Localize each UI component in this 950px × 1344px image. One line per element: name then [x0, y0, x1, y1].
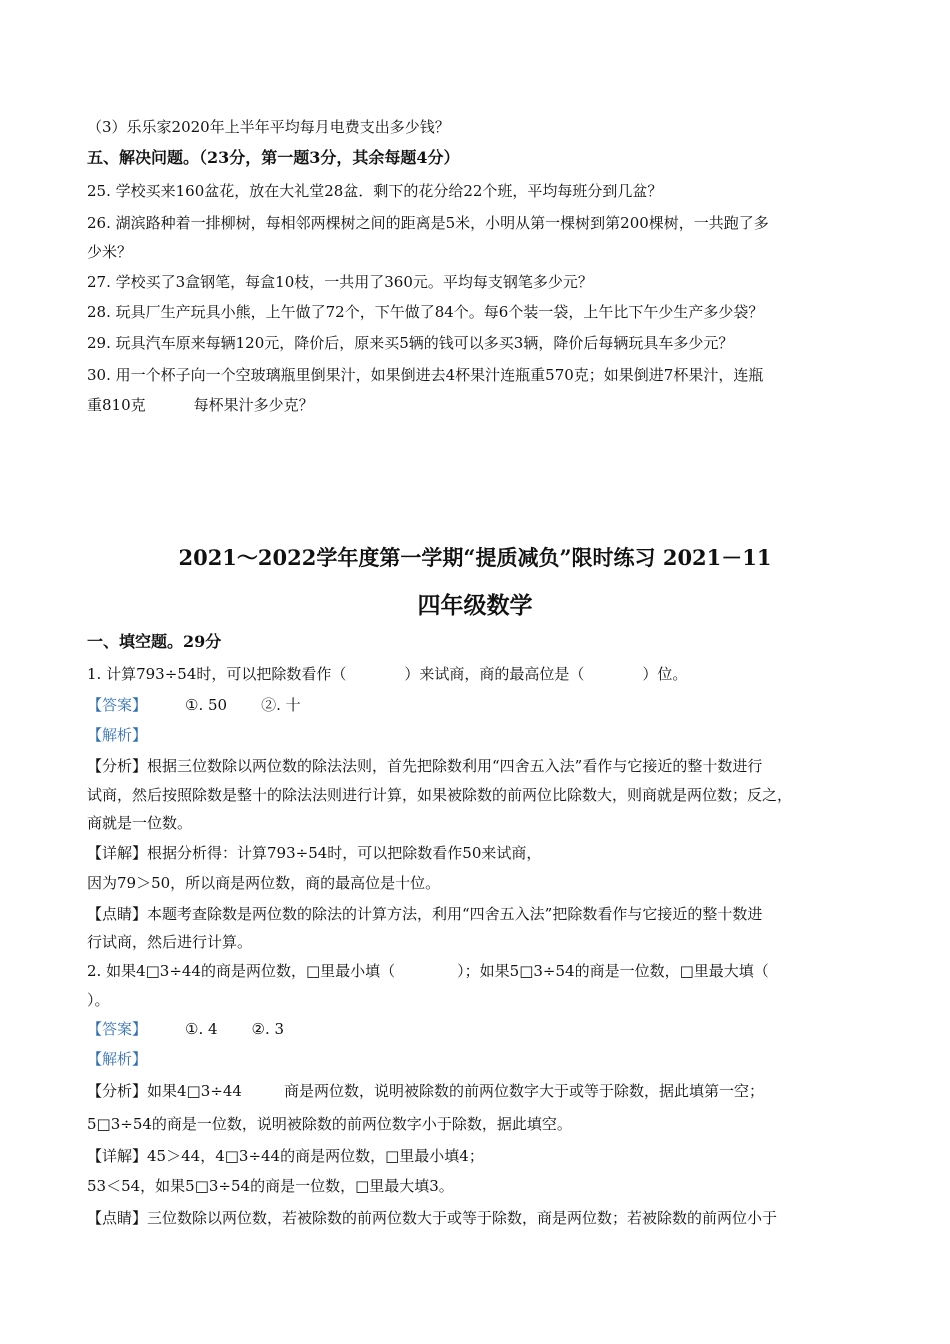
- q2-answer-2: ②. 3: [251, 1020, 285, 1038]
- q1-dianjing-line1: [87, 904, 762, 924]
- question-29: 29. 玩具汽车原来每辆120元，降价后，原来买5辆的钱可以多买3辆，降价后每辆玩具车多少元？: [87, 334, 734, 352]
- q1-xiangjie-line1: [87, 843, 541, 863]
- q1-dianjing-line2: 行试商，然后进行计算。: [87, 933, 253, 951]
- q2-fenxi-line1: [87, 1081, 764, 1101]
- answer-tag: 【答案】: [87, 696, 148, 714]
- section-1-heading: 一、填空题。29分: [87, 632, 222, 651]
- q2-answer-row: [87, 1019, 284, 1039]
- question-27: 27. 学校买了3盒钢笔，每盒10枝，一共用了360元。平均每支钢笔多少元？: [87, 273, 593, 291]
- q2-dianjing-line1: [87, 1208, 777, 1228]
- question-1: [87, 664, 687, 684]
- q1-answer-2: ②. 十: [261, 696, 301, 714]
- question-1-part-a: 1. 计算793÷54时，可以把除数看作（: [87, 665, 347, 683]
- jiexi-tag: 【解析】: [87, 726, 148, 744]
- fenxi-tag: 【分析】: [87, 1082, 148, 1100]
- q1-answer-1: ①. 50: [185, 696, 228, 714]
- answer-tag: 【答案】: [87, 1020, 148, 1038]
- section-5-heading: 五、解决问题。（23分，第一题3分，其余每题4分）: [87, 148, 460, 167]
- question-26-line1: 26. 湖滨路种着一排柳树，每相邻两棵树之间的距离是5米，小明从第一棵树到第200棵树，一共跑了多: [87, 214, 769, 232]
- question-1-part-c: ）位。: [642, 665, 688, 683]
- q2-xiangjie-line1: [87, 1146, 484, 1166]
- question-30-line2: [87, 395, 314, 415]
- jiexi-tag: 【解析】: [87, 1050, 148, 1068]
- xiangjie-tag: 【详解】: [87, 844, 148, 862]
- q1-answer-row: [87, 695, 301, 715]
- question-1-part-b: ）来试商，商的最高位是（: [404, 665, 585, 683]
- question-2-part-a: 2. 如果4□3÷44的商是两位数，□里最小填（: [87, 962, 396, 980]
- q2-answer-1: ①. 4: [185, 1020, 218, 1038]
- q2-fenxi-line2: 5□3÷54的商是一位数，说明被除数的前两位数字小于除数，据此填空。: [87, 1115, 572, 1133]
- question-30-line2-b: 每杯果汁多少克？: [193, 396, 314, 414]
- q2-dianjing-text1: 三位数除以两位数，若被除数的前两位数大于或等于除数，商是两位数；若被除数的前两位小于: [147, 1209, 778, 1227]
- q1-fenxi-text1: 根据三位数除以两位数的除法法则，首先把除数利用“四舍五入法”看作与它接近的整十数进行: [147, 757, 763, 775]
- q1-xiangjie-line2: 因为79＞50，所以商是两位数，商的最高位是十位。: [87, 874, 441, 892]
- question-25: 25. 学校买来160盆花，放在大礼堂28盆．剩下的花分给22个班，平均每班分到几盆？: [87, 182, 663, 200]
- q2-fenxi-text1b: 商是两位数，说明被除数的前两位数字大于或等于除数，据此填第一空；: [283, 1082, 764, 1100]
- dianjing-tag: 【点睛】: [87, 1209, 148, 1227]
- question-3: （3）乐乐家2020年上半年平均每月电费支出多少钱？: [87, 118, 450, 136]
- question-28: 28. 玩具厂生产玩具小熊，上午做了72个，下午做了84个。每6个装一袋，上午比下午少生产多少袋？: [87, 303, 764, 321]
- exam-title: 2021～2022学年度第一学期“提质减负”限时练习 2021－11: [178, 545, 772, 570]
- q2-xiangjie-line2: 53＜54，如果5□3÷54的商是一位数，□里最大填3。: [87, 1177, 454, 1195]
- dianjing-tag: 【点睛】: [87, 905, 148, 923]
- q2-xiangjie-text1: 45＞44，4□3÷44的商是两位数，□里最小填4；: [147, 1147, 484, 1165]
- exam-subtitle: 四年级数学: [417, 592, 533, 619]
- question-2-line1: [87, 961, 769, 981]
- q2-fenxi-text1a: 如果4□3÷44: [147, 1082, 242, 1100]
- question-30-line1: 30. 用一个杯子向一个空玻璃瓶里倒果汁，如果倒进去4杯果汁连瓶重570克；如果倒进7杯果汁，连瓶: [87, 366, 764, 384]
- fenxi-tag: 【分析】: [87, 757, 148, 775]
- xiangjie-tag: 【详解】: [87, 1147, 148, 1165]
- q1-fenxi-line1: [87, 756, 762, 776]
- question-2-part-b: ）；如果5□3÷54的商是一位数，□里最大填（: [457, 962, 769, 980]
- q1-fenxi-line2: 试商，然后按照除数是整十的除法法则进行计算，如果被除数的前两位比除数大，则商就是两位数；反之，: [87, 786, 793, 804]
- question-2-line2: ）。: [87, 991, 110, 1009]
- q1-xiangjie-text1: 根据分析得：计算793÷54时，可以把除数看作50来试商，: [147, 844, 542, 862]
- question-26-line2: 少米？: [87, 243, 133, 261]
- q1-dianjing-text1: 本题考查除数是两位数的除法的计算方法，利用“四舍五入法”把除数看作与它接近的整十数进: [147, 905, 763, 923]
- q1-fenxi-line3: 商就是一位数。: [87, 814, 193, 832]
- question-30-line2-a: 重810克: [87, 396, 146, 414]
